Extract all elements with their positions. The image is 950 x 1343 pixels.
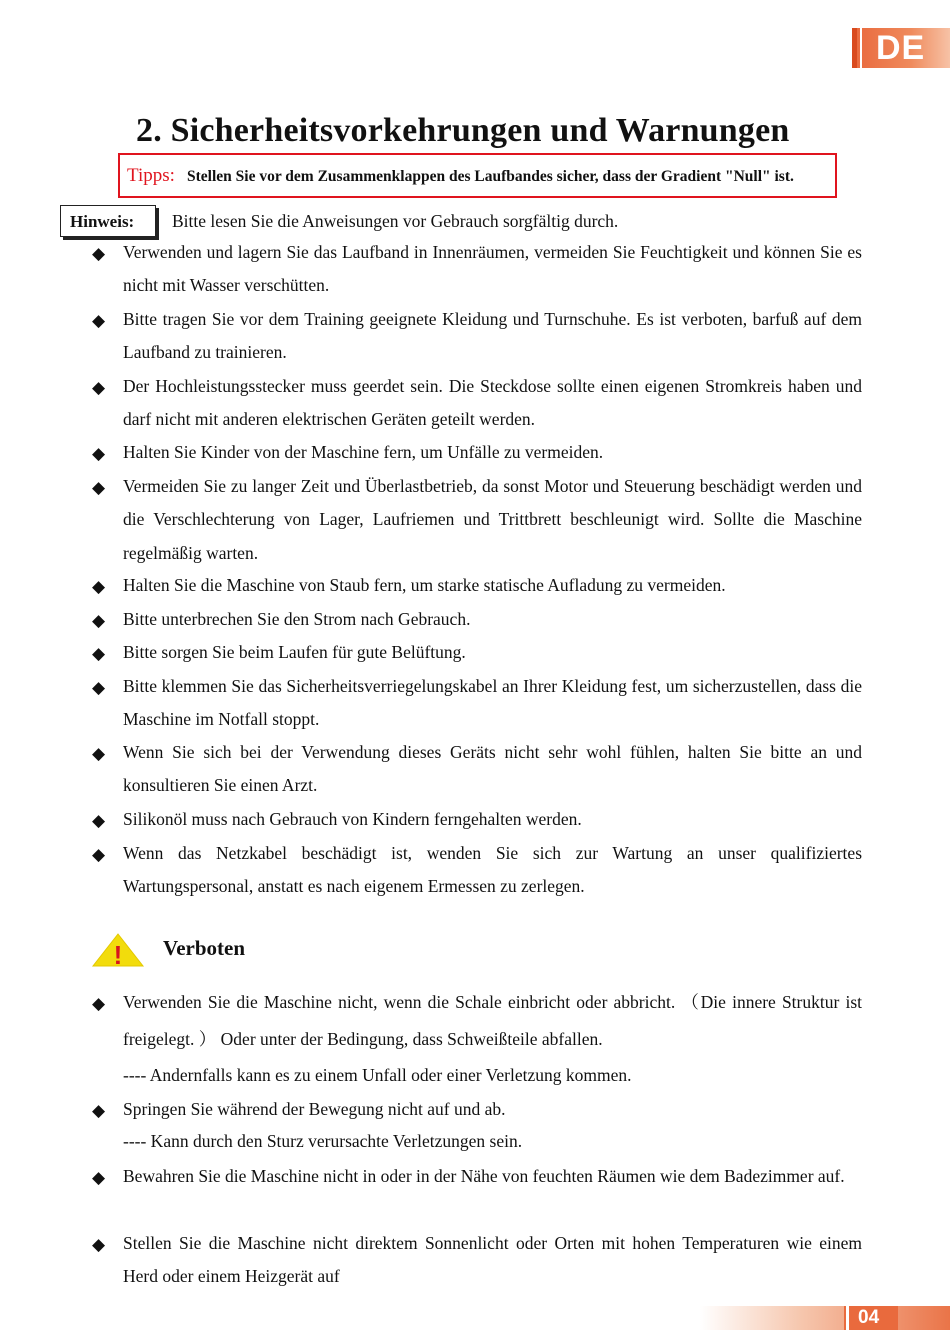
bullet-icon: ◆ — [92, 1101, 106, 1121]
page-title: 2. Sicherheitsvorkehrungen und Warnungen — [136, 112, 790, 149]
bullet-icon: ◆ — [92, 744, 106, 764]
list-item-text: Bewahren Sie die Maschine nicht in oder in der Nähe von feuchten Räumen wie dem Badezimmer auf. — [123, 1166, 845, 1186]
page-number-separator — [846, 1306, 849, 1330]
language-badge — [852, 28, 950, 68]
list-item-text: Bitte sorgen Sie beim Laufen für gute Belüftung. — [123, 642, 466, 662]
list-item-text: Bitte klemmen Sie das Sicherheitsverriegelungskabel an Ihrer Kleidung fest, um sicherzustellen, dass die Maschine im Notfall stoppt. — [123, 676, 862, 730]
tip-label: Tipps: — [127, 165, 175, 186]
bullet-icon: ◆ — [92, 478, 106, 498]
list-item-text: Silikonöl muss nach Gebrauch von Kindern ferngehalten werden. — [123, 809, 582, 829]
warning-mark: ! — [113, 940, 123, 968]
list-item-text: Stellen Sie die Maschine nicht direktem Sonnenlicht oder Orten mit hohen Temperaturen wie einem Herd oder einem Heizgerät auf — [123, 1233, 862, 1287]
bullet-icon: ◆ — [92, 845, 106, 865]
bullet-icon: ◆ — [92, 378, 106, 398]
list-item-text: Verwenden und lagern Sie das Laufband in Innenräumen, vermeiden Sie Feuchtigkeit und können Sie es nicht mit Wasser verschütten. — [123, 242, 862, 296]
list-item-text: Verwenden Sie die Maschine nicht, wenn die Schale einbricht oder abbricht. （Die innere Struktur ist freigelegt. ） Oder unter der Bedingung, dass Schweißteile abfallen. — [123, 992, 862, 1049]
hinweis-box — [60, 205, 156, 237]
page-number-badge — [844, 1306, 898, 1330]
list-item-text: Bitte unterbrechen Sie den Strom nach Gebrauch. — [123, 609, 471, 629]
bullet-icon: ◆ — [92, 1168, 106, 1188]
list-item-text: Halten Sie Kinder von der Maschine fern, um Unfälle zu vermeiden. — [123, 442, 604, 462]
bullet-icon: ◆ — [92, 577, 106, 597]
bullet-icon: ◆ — [92, 444, 106, 464]
list-item-note: ---- Andernfalls kann es zu einem Unfall oder einer Verletzung kommen. — [123, 1065, 632, 1085]
bullet-icon: ◆ — [92, 678, 106, 698]
list-item-text: Springen Sie während der Bewegung nicht auf und ab. — [123, 1099, 506, 1119]
list-item-text: Der Hochleistungsstecker muss geerdet sein. Die Steckdose sollte einen eigenen Stromkreis haben und darf nicht mit anderen elektrischen Geräten geteilt werden. — [123, 376, 862, 430]
bullet-icon: ◆ — [92, 244, 106, 264]
list-item-text: Wenn Sie sich bei der Verwendung dieses Geräts nicht sehr wohl fühlen, halten Sie bitte an und konsultieren Sie einen Arzt. — [123, 742, 862, 796]
bullet-icon: ◆ — [92, 1235, 106, 1255]
bullet-icon: ◆ — [92, 644, 106, 664]
list-item-text: Halten Sie die Maschine von Staub fern, um starke statische Aufladung zu vermeiden. — [123, 575, 726, 595]
forbidden-heading: Verboten — [163, 936, 246, 960]
bullet-icon: ◆ — [92, 311, 106, 331]
badge-accent-bar — [852, 28, 857, 68]
bullet-icon: ◆ — [92, 811, 106, 831]
page-number: 04 — [858, 1307, 880, 1328]
hinweis-label: Hinweis: — [70, 212, 135, 231]
list-item-text: Bitte tragen Sie vor dem Training geeignete Kleidung und Turnschuhe. Es ist verboten, barfuß auf dem Laufband zu trainieren. — [123, 309, 862, 363]
footer-gradient-bar — [700, 1306, 950, 1330]
bullet-icon: ◆ — [92, 994, 106, 1014]
bullet-icon: ◆ — [92, 611, 106, 631]
hinweis-text: Bitte lesen Sie die Anweisungen vor Gebrauch sorgfältig durch. — [172, 211, 619, 231]
tip-box — [118, 153, 837, 198]
language-badge-label: DE — [876, 29, 926, 67]
list-item-text: Wenn das Netzkabel beschädigt ist, wenden Sie sich zur Wartung an unser qualifiziertes Wartungspersonal, anstatt es nach eigenem Ermessen zu zerlegen. — [123, 843, 862, 897]
tip-text: Stellen Sie vor dem Zusammenklappen des Laufbandes sicher, dass der Gradient "Null" ist. — [187, 168, 794, 185]
warning-icon — [91, 932, 145, 968]
badge-separator — [860, 28, 862, 68]
list-item-text: Vermeiden Sie zu langer Zeit und Überlastbetrieb, da sonst Motor und Steuerung beschädigt werden und die Verschlechterung von Lager, Laufriemen und Trittbrett beschleunigt wird. Sollte die Maschine regelmäßig warten. — [123, 476, 862, 563]
list-item-note: ---- Kann durch den Sturz verursachte Verletzungen sein. — [123, 1131, 523, 1151]
